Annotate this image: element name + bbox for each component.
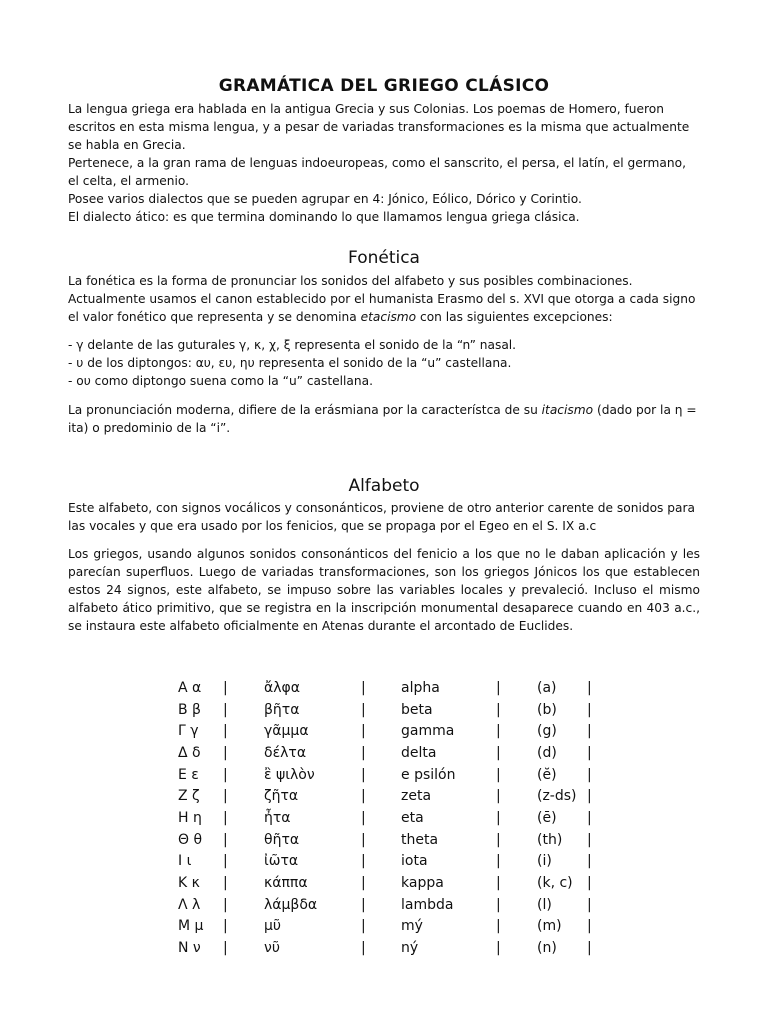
column-separator: | [496,766,501,783]
fonetica-text: con las siguientes excepciones: [416,310,613,324]
alphabet-row [178,742,597,764]
column-separator: | [361,896,366,913]
column-separator: | [223,831,228,848]
column-separator: | [223,766,228,783]
sound-value: (i) [537,853,552,870]
intro-section [68,100,700,226]
alphabet-row [178,699,597,721]
column-separator: | [496,940,501,957]
greek-name: νῦ [264,940,280,957]
greek-name: ἒ ψιλὸν [264,766,315,783]
column-separator: | [223,875,228,892]
document-title: GRAMÁTICA DEL GRIEGO CLÁSICO [218,76,550,96]
column-separator: | [587,723,592,740]
latin-name: theta [401,831,439,848]
sound-value: (g) [537,723,557,740]
greek-name: ἰῶτα [264,853,299,870]
alphabet-row [178,829,597,851]
column-separator: | [361,766,366,783]
latin-name: gamma [401,723,455,740]
column-separator: | [496,831,501,848]
greek-letter: Δ δ [178,744,201,761]
column-separator: | [223,788,228,805]
fonetica-rules [68,336,700,390]
column-separator: | [223,918,228,935]
sound-value: (k, c) [537,875,573,892]
greek-name: βῆτα [264,701,300,718]
latin-name: eta [401,809,424,826]
latin-name: ný [401,940,419,957]
column-separator: | [361,701,366,718]
column-separator: | [587,875,592,892]
greek-letter: Ε ε [178,766,199,783]
column-separator: | [361,875,366,892]
column-separator: | [361,809,366,826]
column-separator: | [223,853,228,870]
pronunciacion-text: (dado por la η = ita) o predominio de la “i”. [68,403,697,435]
sound-value: (ĕ) [537,766,557,783]
greek-name: λάμβδα [264,896,318,913]
alphabet-row [178,894,597,916]
column-separator: | [587,788,592,805]
greek-name: ἦτα [264,809,291,826]
alphabet-table [178,677,597,959]
alphabet-table-body [178,677,597,959]
sound-value: (b) [537,701,557,718]
sound-value: (ē) [537,809,557,826]
latin-name: delta [401,744,437,761]
column-separator: | [496,896,501,913]
latin-name: e psilón [401,766,456,783]
alphabet-row [178,677,597,699]
alphabet-row [178,872,597,894]
alphabet-row [178,785,597,807]
latin-name: beta [401,701,433,718]
latin-name: mý [401,918,423,935]
column-separator: | [361,744,366,761]
column-separator: | [496,679,501,696]
column-separator: | [496,723,501,740]
greek-letter: Λ λ [178,896,201,913]
column-separator: | [361,940,366,957]
column-separator: | [496,918,501,935]
column-separator: | [587,809,592,826]
sound-value: (a) [537,679,557,696]
column-separator: | [223,940,228,957]
sound-value: (l) [537,896,552,913]
greek-letter: Η η [178,809,202,826]
column-separator: | [587,766,592,783]
alphabet-row [178,937,597,959]
column-separator: | [496,875,501,892]
greek-letter: Κ κ [178,875,200,892]
greek-letter: Ζ ζ [178,788,200,805]
fonetica-rule: - γ delante de las guturales γ, κ, χ, ξ representa el sonido de la “n” nasal. [68,338,517,352]
fonetica-term: etacismo [360,310,417,324]
greek-name: ἄλφα [264,679,300,696]
intro-paragraph: La lengua griega era hablada en la antigua Grecia y sus Colonias. Los poemas de Homero, fueron escritos en esta misma lengua, y a pesar de variadas transformaciones es la misma que actualmente se habla en Grecia. [68,102,690,152]
column-separator: | [587,744,592,761]
greek-name: θῆτα [264,831,300,848]
latin-name: lambda [401,896,454,913]
sound-value: (th) [537,831,563,848]
alphabet-row [178,720,597,742]
sound-value: (z-ds) [537,788,577,805]
column-separator: | [587,896,592,913]
greek-name: ζῆτα [264,788,299,805]
greek-letter: Θ θ [178,831,203,848]
greek-name: δέλτα [264,744,307,761]
intro-paragraph: Pertenece, a la gran rama de lenguas indoeuropeas, como el sanscrito, el persa, el latín, el germano, el celta, el armenio. [68,156,686,188]
column-separator: | [587,701,592,718]
sound-value: (n) [537,940,557,957]
greek-letter: Γ γ [178,723,199,740]
column-separator: | [223,744,228,761]
sound-value: (m) [537,918,562,935]
column-separator: | [587,853,592,870]
fonetica-heading: Fonética [348,248,420,268]
pronunciacion-text: La pronunciación moderna, difiere de la erásmiana por la característca de su [68,403,542,417]
alfabeto-paragraph: Este alfabeto, con signos vocálicos y consonánticos, proviene de otro anterior carente de sonidos para las vocales y que era usado por los fenicios, que se propaga por el Egeo en el S. IX a.c [68,501,695,533]
column-separator: | [496,744,501,761]
latin-name: iota [401,853,428,870]
column-separator: | [587,679,592,696]
latin-name: zeta [401,788,432,805]
latin-name: alpha [401,679,440,696]
greek-name: μῦ [264,918,282,935]
fonetica-text: La fonética es la forma de pronunciar los sonidos del alfabeto y sus posibles combinaciones. Actualmente usamos el canon establecido por el humanista Erasmo del s. XVI que otorga a cada signo el valor fonético que representa y se denomina [68,274,696,324]
column-separator: | [587,918,592,935]
intro-paragraph: Posee varios dialectos que se pueden agrupar en 4: Jónico, Eólico, Dórico y Corintio. [68,192,582,206]
column-separator: | [496,788,501,805]
column-separator: | [361,788,366,805]
latin-name: kappa [401,875,444,892]
greek-letter: Ν ν [178,940,201,957]
column-separator: | [361,853,366,870]
fonetica-rule: - ου como diptongo suena como la “u” castellana. [68,374,373,388]
alphabet-row [178,916,597,938]
column-separator: | [223,679,228,696]
column-separator: | [587,940,592,957]
alphabet-row [178,764,597,786]
alfabeto-history-paragraph: Los griegos, usando algunos sonidos consonánticos del fenicio a los que no le daban aplicación y les parecían superfluos. Luego de variadas transformaciones, son los griegos Jónicos los que establecen estos 24 signos, este alfabeto, se impuso sobre las variables locales y prevaleció. Incluso el mismo alfabeto ático primitivo, que se registra en la inscripción monumental desaparece cuando en 403 a.c., se instaura este alfabeto oficialmente en Atenas durante el arcontado de Euclides. [68,547,700,633]
column-separator: | [361,723,366,740]
column-separator: | [496,701,501,718]
column-separator: | [496,809,501,826]
fonetica-paragraph [68,272,700,326]
alphabet-row [178,807,597,829]
alphabet-row [178,851,597,873]
greek-letter: Α α [178,679,202,696]
greek-name: γᾶμμα [264,723,309,740]
column-separator: | [223,723,228,740]
intro-paragraph: El dialecto ático: es que termina dominando lo que llamamos lengua griega clásica. [68,210,580,224]
sound-value: (d) [537,744,557,761]
column-separator: | [361,831,366,848]
column-separator: | [223,701,228,718]
alfabeto-heading: Alfabeto [348,476,420,496]
column-separator: | [587,831,592,848]
fonetica-rule: - υ de los diptongos: αυ, ευ, ηυ representa el sonido de la “u” castellana. [68,356,512,370]
pronunciacion-paragraph [68,401,700,437]
column-separator: | [361,918,366,935]
column-separator: | [223,809,228,826]
greek-letter: Μ μ [178,918,204,935]
greek-letter: Ι ι [178,853,192,870]
column-separator: | [361,679,366,696]
greek-letter: Β β [178,701,201,718]
greek-name: κάππα [264,875,308,892]
column-separator: | [496,853,501,870]
column-separator: | [223,896,228,913]
pronunciacion-term: itacismo [541,403,594,417]
